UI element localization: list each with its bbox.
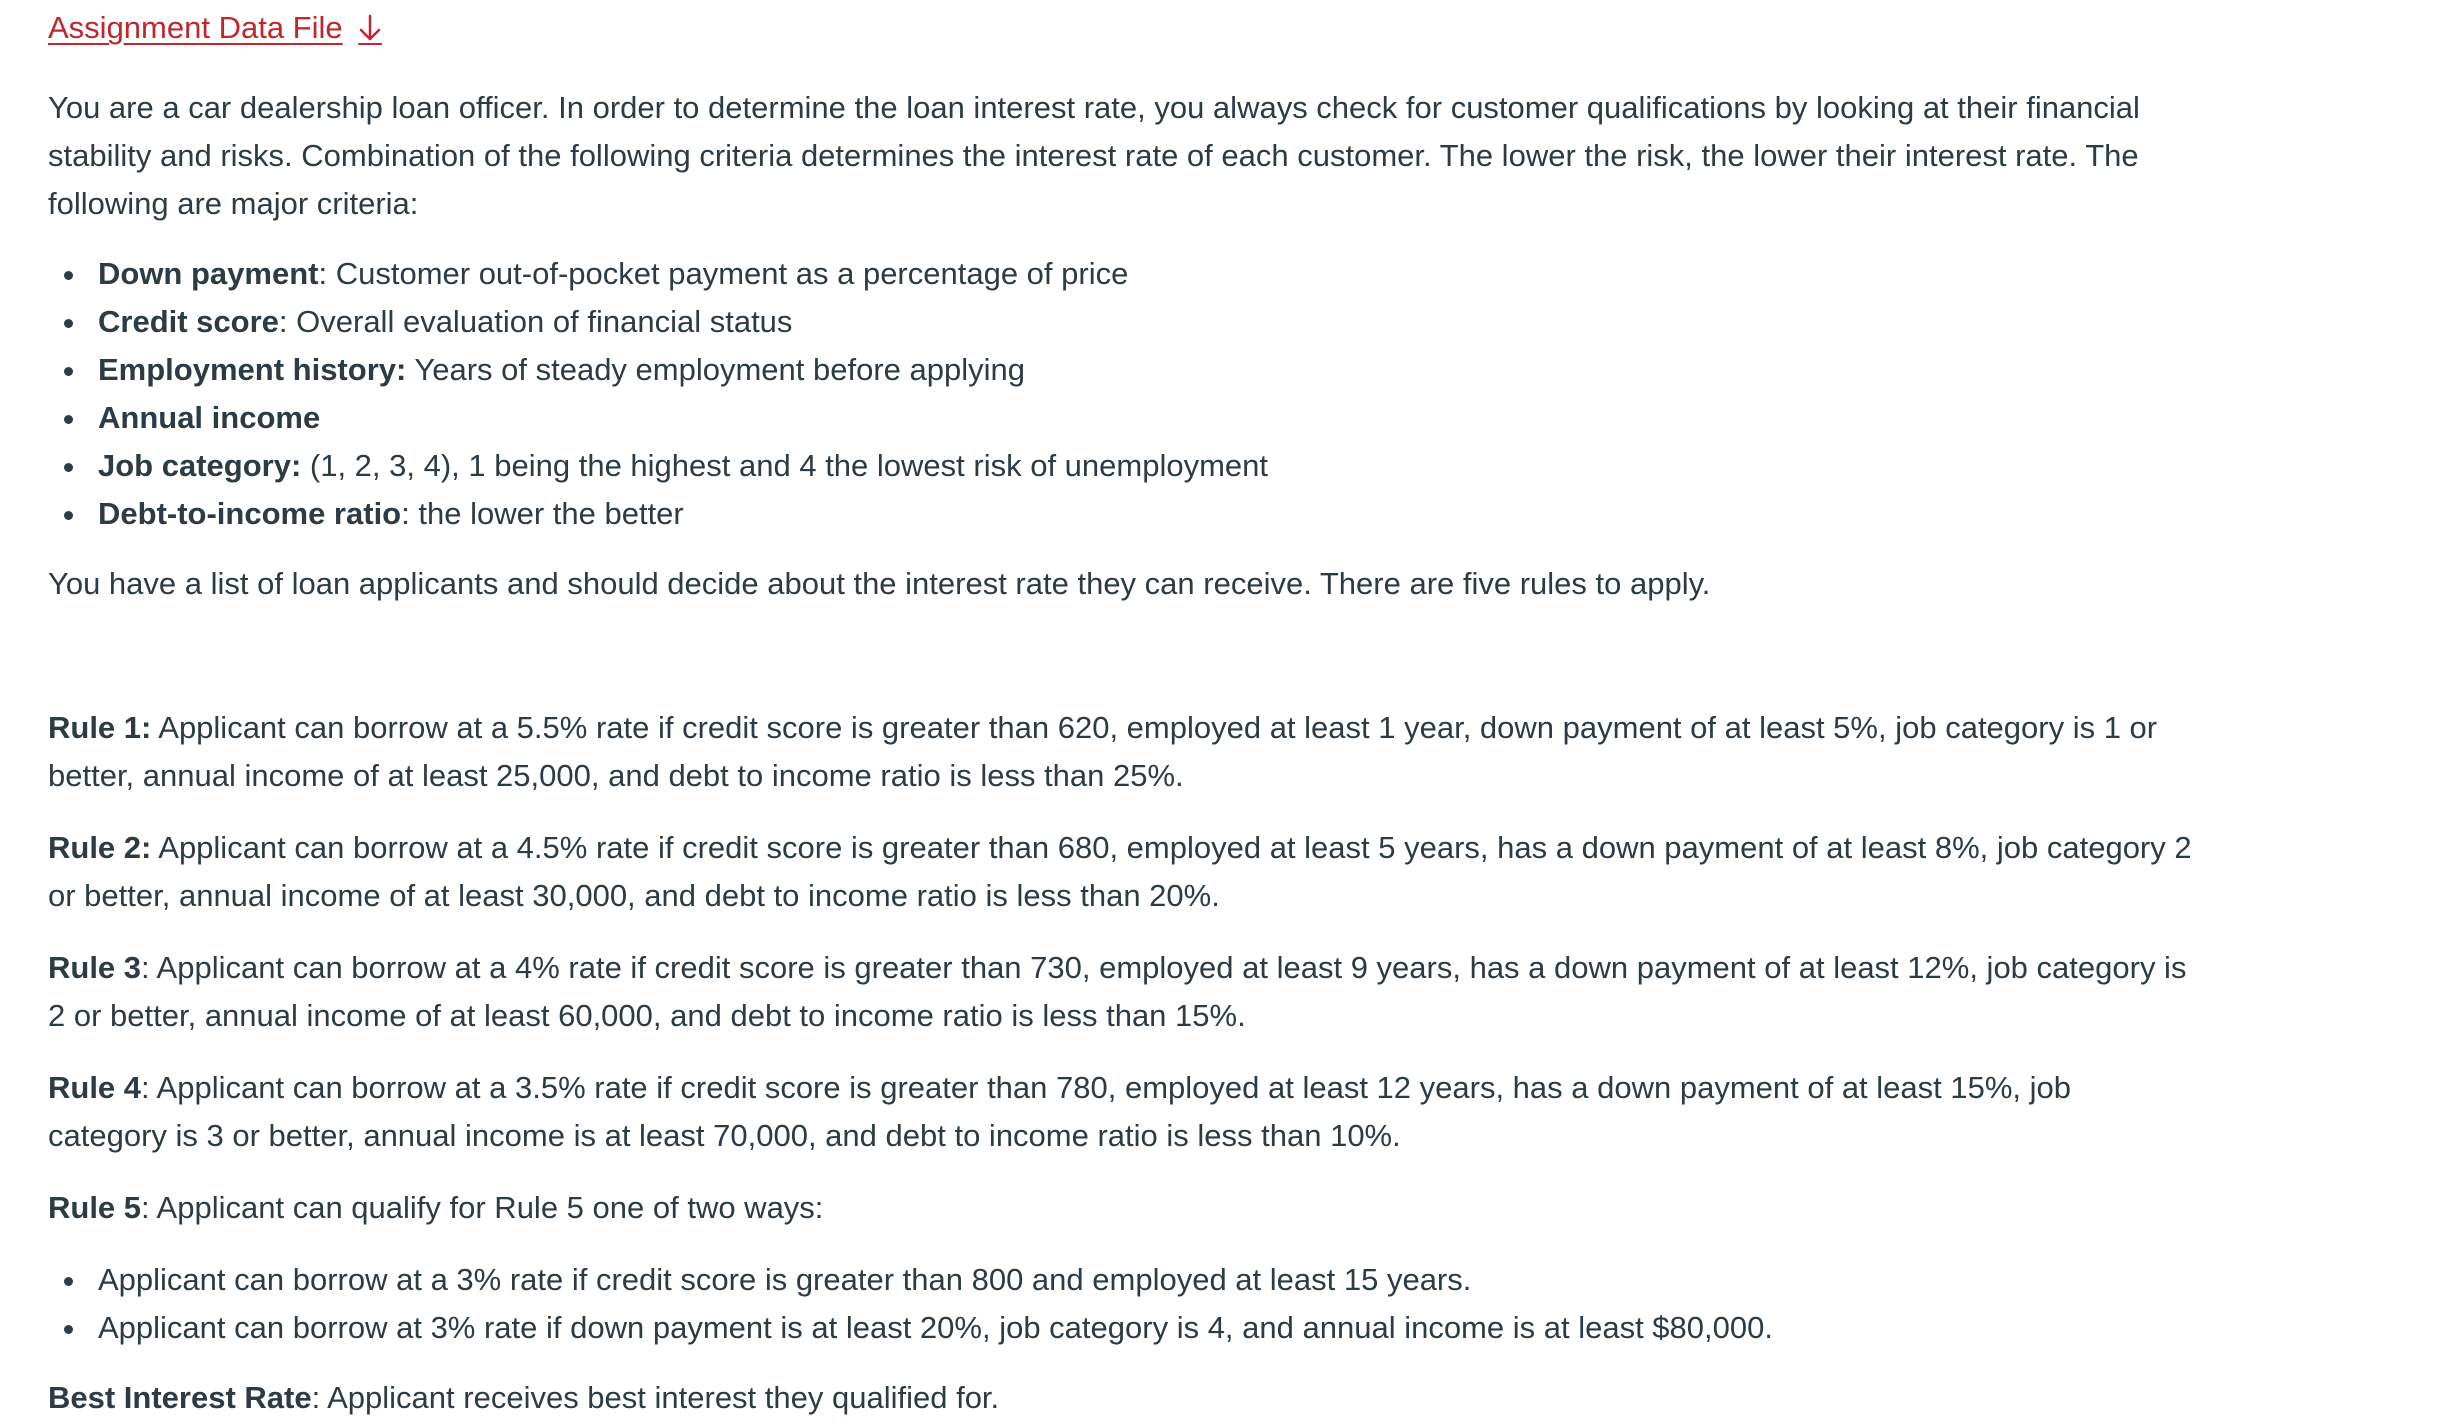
rule-separator: :: [141, 950, 150, 985]
rule-text: Applicant can qualify for Rule 5 one of two ways:: [149, 1190, 824, 1225]
file-link-row: [48, 8, 2198, 48]
rule-label: Rule 3: [48, 950, 142, 985]
criteria-term: Credit score: [98, 304, 279, 339]
criteria-item-down-payment: [98, 250, 2198, 298]
best-rate-label: Best Interest Rate: [48, 1380, 312, 1415]
rule-5-option: Applicant can borrow at a 3% rate if credit score is greater than 800 and employed at least 15 years.: [98, 1256, 2198, 1304]
rule-separator: :: [141, 1190, 150, 1225]
criteria-list: [48, 250, 2198, 538]
rules-intro-paragraph: You have a list of loan applicants and should decide about the interest rate they can receive. There are five rules to apply.: [48, 566, 1711, 601]
criteria-term: Employment history:: [98, 352, 407, 387]
rule-label: Rule 1:: [48, 710, 152, 745]
criteria-item-credit-score: [98, 298, 2198, 346]
criteria-description: Years of steady employment before applying: [406, 352, 1025, 387]
best-interest-rate-paragraph: [48, 1374, 2198, 1422]
download-arrow-icon[interactable]: [355, 13, 385, 47]
best-rate-separator: :: [311, 1380, 321, 1415]
criteria-term: Annual income: [98, 400, 321, 435]
assignment-data-file-link[interactable]: Assignment Data File: [48, 10, 343, 45]
rule-separator: :: [141, 1070, 150, 1105]
rule-text: Applicant can borrow at a 5.5% rate if credit score is greater than 620, employed at least 1 year, down payment of at least 5%, job category is 1 or better, annual income of at least 25,000, and debt to income ratio is less than 25%.: [48, 710, 2158, 793]
rule-2-paragraph: [48, 824, 2198, 920]
criteria-description: (1, 2, 3, 4), 1 being the highest and 4 the lowest risk of unemployment: [301, 448, 1269, 483]
rule-5-paragraph: [48, 1184, 2198, 1232]
rule-4-paragraph: [48, 1064, 2198, 1160]
criteria-separator: :: [318, 256, 328, 291]
criteria-description: Customer out-of-pocket payment as a percentage of price: [327, 256, 1129, 291]
criteria-description: Overall evaluation of financial status: [287, 304, 793, 339]
criteria-term: Down payment: [98, 256, 319, 291]
rule-text: Applicant can borrow at a 4.5% rate if credit score is greater than 680, employed at least 5 years, has a down payment of at least 8%, job category 2 or better, annual income of at least 30,000, and debt to income ratio is less than 20%.: [48, 830, 2192, 913]
criteria-term: Debt-to-income ratio: [98, 496, 402, 531]
criteria-separator: :: [278, 304, 288, 339]
rule-label: Rule 5: [48, 1190, 142, 1225]
rule-1-paragraph: [48, 704, 2198, 800]
rule-label: Rule 2:: [48, 830, 152, 865]
criteria-item-job-category: [98, 442, 2198, 490]
criteria-term: Job category:: [98, 448, 302, 483]
criteria-separator: :: [401, 496, 410, 531]
rule-label: Rule 4: [48, 1070, 142, 1105]
rule-3-paragraph: [48, 944, 2198, 1040]
best-rate-text: Applicant receives best interest they qualified for.: [320, 1380, 1000, 1415]
rule-5-option: Applicant can borrow at 3% rate if down payment is at least 20%, job category is 4, and annual income is at least $80,000.: [98, 1304, 2198, 1352]
criteria-item-debt-to-income: [98, 490, 2198, 538]
criteria-item-annual-income: [98, 394, 2198, 442]
criteria-description: the lower the better: [409, 496, 684, 531]
rule-text: Applicant can borrow at a 4% rate if credit score is greater than 730, employed at least 9 years, has a down payment of at least 12%, job category is 2 or better, annual income of at least 60,000, and debt to income ratio is less than 15%.: [48, 950, 2187, 1033]
rule-text: Applicant can borrow at a 3.5% rate if credit score is greater than 780, employed at least 12 years, has a down payment of at least 15%, job category is 3 or better, annual income is at least 70,000, and debt to income ratio is less than 10%.: [48, 1070, 2072, 1153]
rule-5-options-list: [48, 1256, 2198, 1352]
criteria-item-employment-history: [98, 346, 2198, 394]
intro-paragraph: You are a car dealership loan officer. In order to determine the loan interest rate, you always check for customer qualifications by looking at their financial stability and risks. Combination of the following criteria determines the interest rate of each customer. The lower the risk, the lower their interest rate. The following are major criteria:: [48, 90, 2140, 221]
